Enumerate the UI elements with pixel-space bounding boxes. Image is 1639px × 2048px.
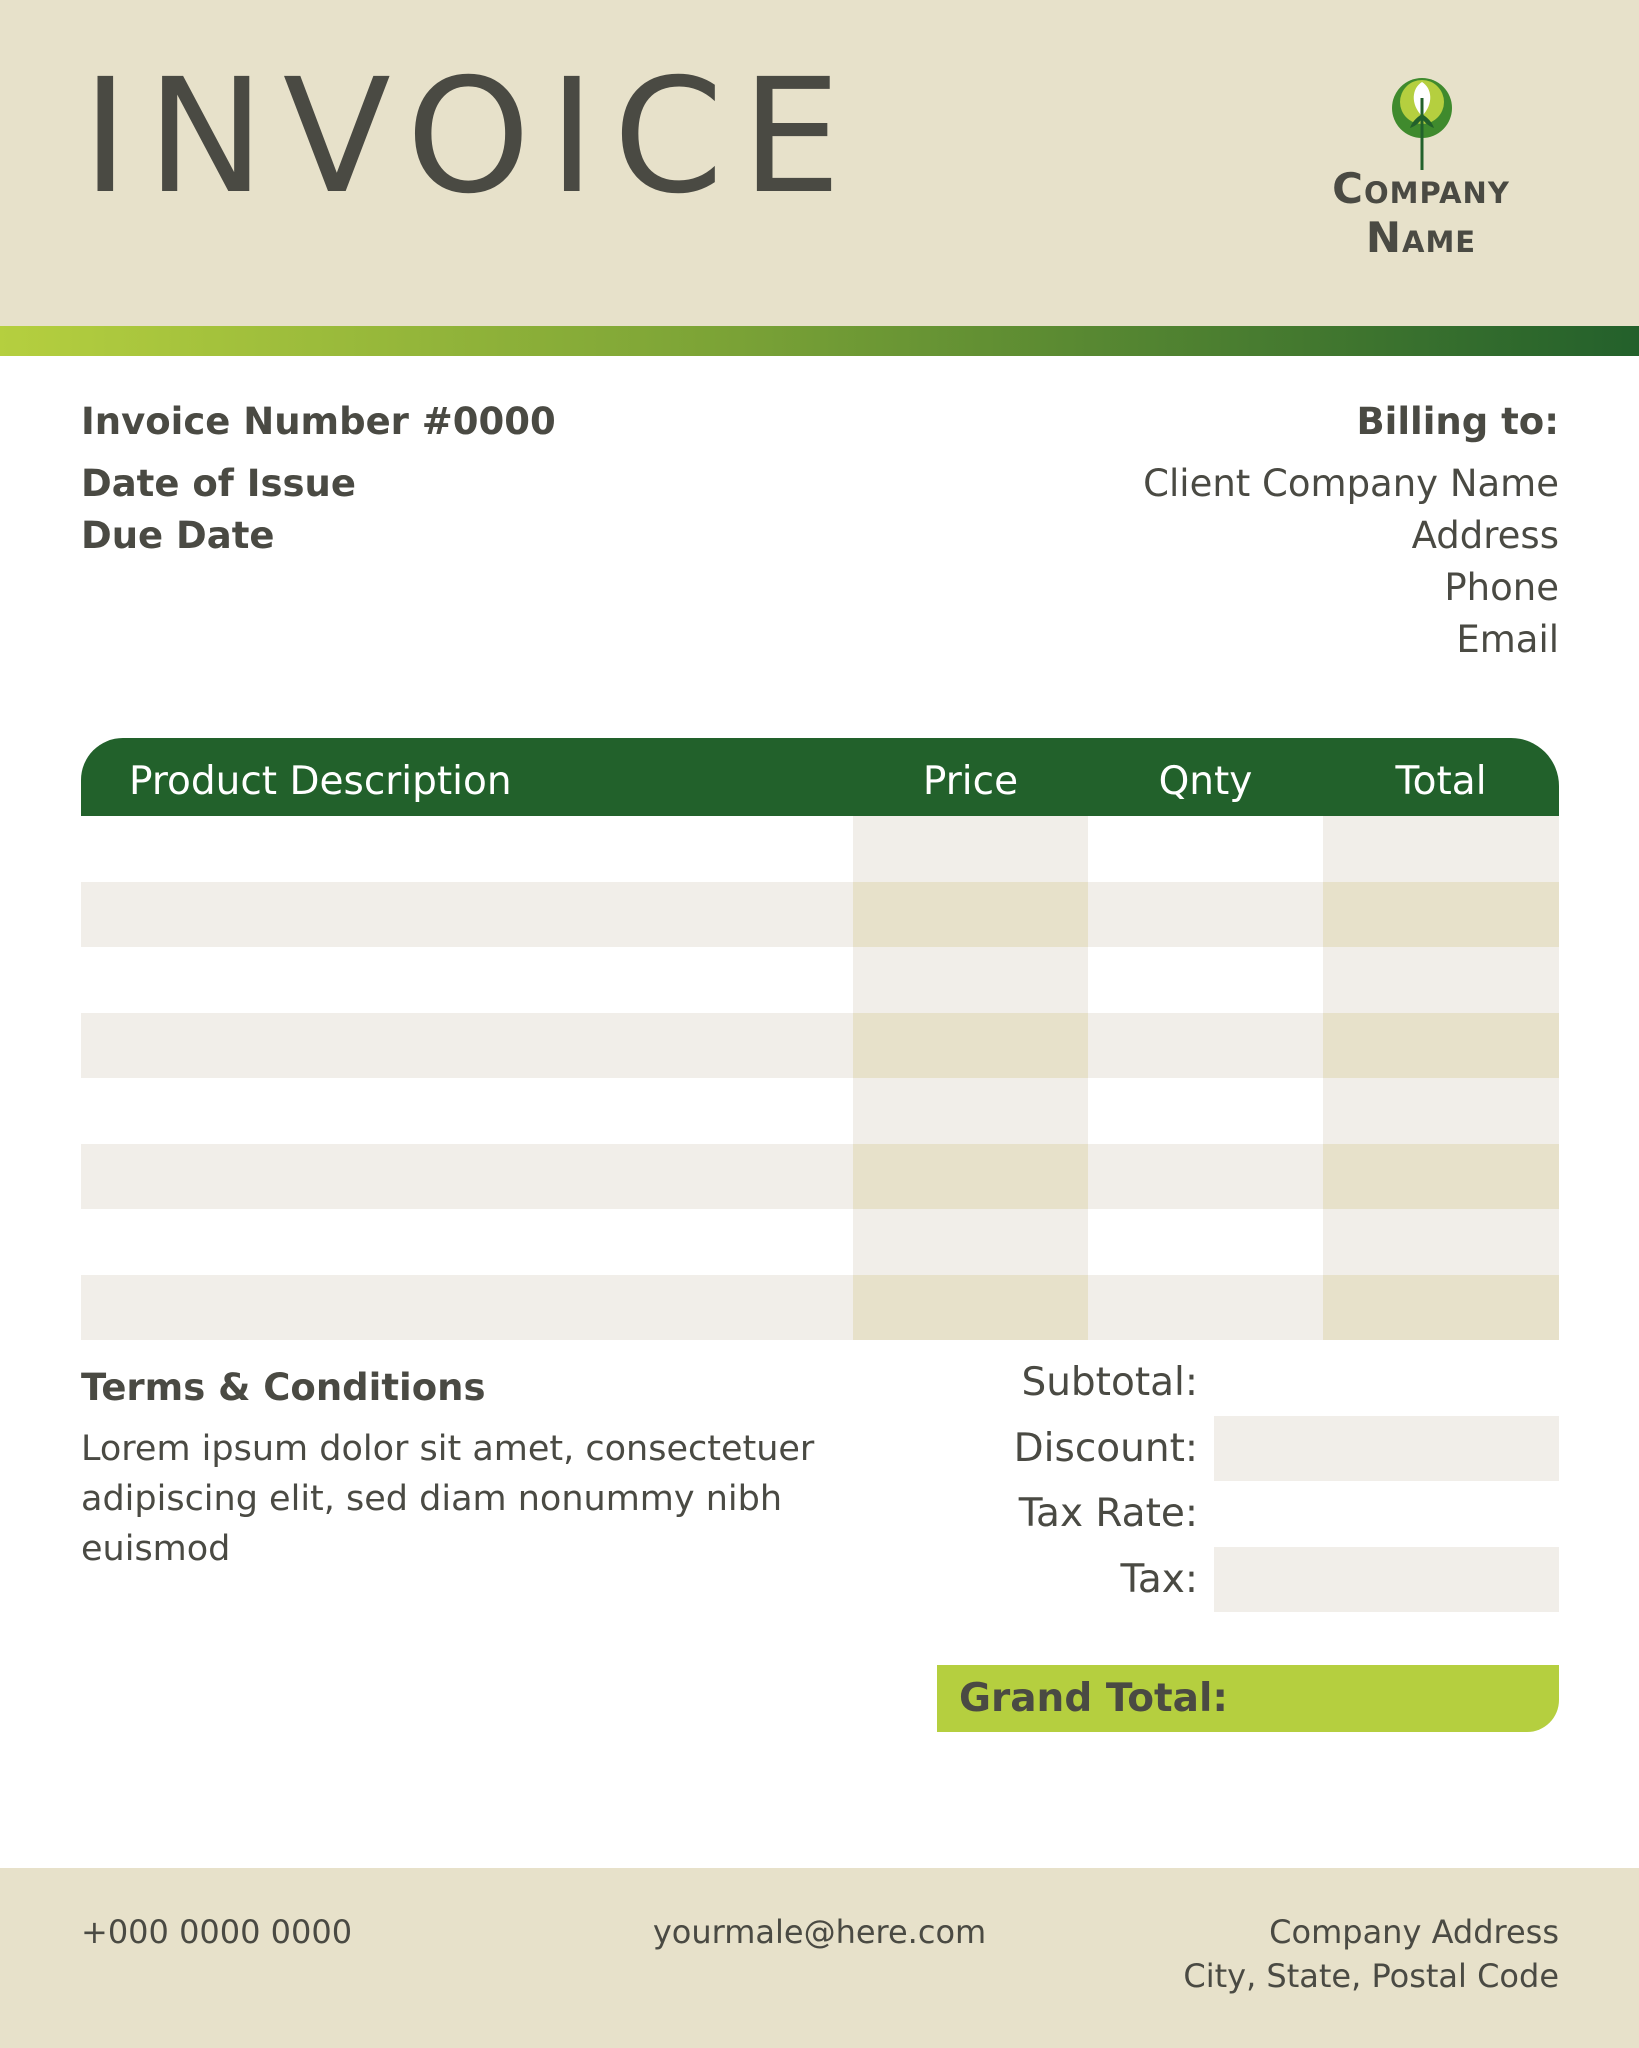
footer-address [1183, 1910, 1559, 1998]
invoice-number: Invoice Number #0000 [81, 400, 556, 443]
footer-address-line1: Company Address [1269, 1913, 1559, 1951]
description-cell[interactable] [81, 1209, 853, 1275]
price-cell[interactable] [853, 1144, 1088, 1210]
subtotal-value-field[interactable] [1214, 1350, 1559, 1416]
qty-cell[interactable] [1088, 1013, 1323, 1079]
client-email: Email [1456, 618, 1559, 661]
summary-section [860, 1350, 1559, 1612]
line-items-table [81, 738, 1559, 1340]
table-row [81, 1209, 1559, 1275]
table-row [81, 816, 1559, 882]
table-body [81, 816, 1559, 1340]
table-row [81, 1013, 1559, 1079]
tax-rate-row [860, 1481, 1559, 1547]
discount-label: Discount: [1013, 1425, 1198, 1471]
leaf-tree-icon [1386, 78, 1458, 170]
grand-total-bar [937, 1665, 1559, 1732]
header-accent-bar [0, 326, 1639, 356]
description-cell[interactable] [81, 947, 853, 1013]
description-cell[interactable] [81, 1275, 853, 1341]
price-cell[interactable] [853, 1078, 1088, 1144]
total-cell[interactable] [1323, 1144, 1559, 1210]
header-price: Price [922, 759, 1019, 804]
discount-value-field[interactable] [1214, 1416, 1559, 1482]
total-cell[interactable] [1323, 1275, 1559, 1341]
footer-address-line2: City, State, Postal Code [1183, 1957, 1559, 1995]
table-row [81, 1275, 1559, 1341]
header-product-description: Product Description [129, 759, 512, 804]
price-cell[interactable] [853, 1209, 1088, 1275]
billing-details [1143, 396, 1559, 666]
description-cell[interactable] [81, 816, 853, 882]
terms-section [81, 1362, 861, 1574]
tax-rate-value-field[interactable] [1214, 1481, 1559, 1547]
discount-row [860, 1416, 1559, 1482]
footer-email: yourmale@here.com [652, 1913, 987, 1951]
billing-label: Billing to: [1356, 400, 1559, 443]
qty-cell[interactable] [1088, 1209, 1323, 1275]
table-row [81, 882, 1559, 948]
qty-cell[interactable] [1088, 816, 1323, 882]
total-cell[interactable] [1323, 1209, 1559, 1275]
price-cell[interactable] [853, 882, 1088, 948]
header-total: Total [1395, 759, 1487, 804]
qty-cell[interactable] [1088, 1144, 1323, 1210]
description-cell[interactable] [81, 1078, 853, 1144]
description-cell[interactable] [81, 882, 853, 948]
qty-cell[interactable] [1088, 1275, 1323, 1341]
footer-phone: +000 0000 0000 [81, 1913, 353, 1951]
invoice-footer [0, 1868, 1639, 2048]
table-header [81, 738, 1559, 816]
date-of-issue: Date of Issue [81, 462, 356, 505]
price-cell[interactable] [853, 1013, 1088, 1079]
client-address: Address [1411, 514, 1559, 557]
header-qty: Qnty [1158, 759, 1253, 804]
terms-body: Lorem ipsum dolor sit amet, consectetuer adipiscing elit, sed diam nonummy nibh euismod [81, 1429, 815, 1569]
invoice-title: INVOICE [82, 45, 860, 229]
grand-total-label: Grand Total: [959, 1676, 1228, 1721]
price-cell[interactable] [853, 1275, 1088, 1341]
price-cell[interactable] [853, 816, 1088, 882]
table-row [81, 947, 1559, 1013]
table-row [81, 1144, 1559, 1210]
company-logo [1276, 78, 1566, 262]
company-name: Company Name [1332, 164, 1510, 262]
total-cell[interactable] [1323, 1013, 1559, 1079]
client-company-name: Client Company Name [1143, 462, 1559, 505]
qty-cell[interactable] [1088, 947, 1323, 1013]
due-date: Due Date [81, 514, 275, 557]
description-cell[interactable] [81, 1013, 853, 1079]
total-cell[interactable] [1323, 947, 1559, 1013]
total-cell[interactable] [1323, 1078, 1559, 1144]
table-row [81, 1078, 1559, 1144]
total-cell[interactable] [1323, 882, 1559, 948]
subtotal-row [860, 1350, 1559, 1416]
qty-cell[interactable] [1088, 1078, 1323, 1144]
qty-cell[interactable] [1088, 882, 1323, 948]
description-cell[interactable] [81, 1144, 853, 1210]
tax-value-field[interactable] [1214, 1547, 1559, 1613]
invoice-details [81, 396, 556, 562]
total-cell[interactable] [1323, 816, 1559, 882]
price-cell[interactable] [853, 947, 1088, 1013]
invoice-header [0, 0, 1639, 326]
tax-row [860, 1547, 1559, 1613]
subtotal-label: Subtotal: [1021, 1360, 1198, 1405]
client-phone: Phone [1444, 566, 1559, 609]
tax-rate-label: Tax Rate: [1018, 1491, 1198, 1536]
tax-label: Tax: [1120, 1556, 1198, 1602]
terms-title: Terms & Conditions [81, 1366, 486, 1409]
